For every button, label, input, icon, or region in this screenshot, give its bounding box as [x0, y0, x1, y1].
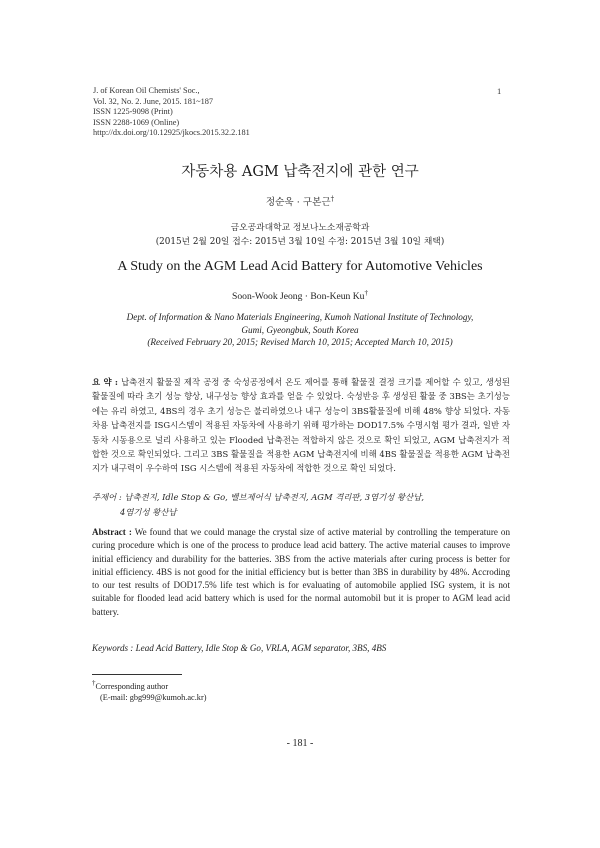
dates-english: (Received February 20, 2015; Revised March 10, 2015; Accepted March 10, 2015)	[147, 337, 453, 347]
abstract-korean-text: 납축전지 활물질 제작 공정 중 숙성공정에서 온도 제어를 통해 활물질 결정 크기를 제어할 수 있고, 생성된 활물질에 따라 초기 성능 향상, 내구성능 향상 효과를 얻을 수 있었다. 숙성반응 후 생성된 활물 중 3BS는 초기성능에는 유리 하였고, 4BS의 경우 초기 성능은 불리하였으나 내구 성능이 3BS활물질에 비해 48% 향상 되었다. 자동차용 납축전지를 ISG시스템이 적용된 자동차에 사용하기 위해 평가하는 DOD17.5% 수명시험 평가 결과, 일반 자동차 시동용으로 널리 사용하고 있는 Flooded 납축전는 적합하지 않은 것으로 확인 되었고, AGM 납축전지가 적합한 것으로 확인되었다. 그리고 3BS 활물질을 적용한 AGM 납축전지에 비해 4BS 활물질을 적용한 AGM 납축전지가 내구력이 우수하여 ISG 시스템에 적용된 자동차에 적합한 것으로 확인 되었다.	[92, 377, 510, 474]
affiliation-english	[0, 311, 600, 349]
abstract-english-text: We found that we could manage the crystal size of active material by controlling the temperature on curing procedure which is one of the process to produce lead acid battery. The active material causes to improve initial efficiency and durability for the batteries. 3BS from the active materials after curing process is better for initial efficiency. 4BS is not good for the initial efficiency but is better than 3BS in durability by 48%. Accroding to our test results of DOD17.5% life test which is for evaluating of automobile applied ISG system, it is not suitable for flooded lead acid battery which is used for the normal automobil but it is proper to AGM lead acid battery.	[92, 527, 510, 617]
keywords-korean-line1: 납축전지, Idle Stop & Go, 밸브제어식 납축전지, AGM 격리판, 3염기성 황산납,	[124, 492, 424, 502]
keywords-english	[92, 643, 512, 653]
abstract-english	[92, 526, 510, 619]
title-korean: 자동차용 AGM 납축전지에 관한 연구	[181, 164, 419, 180]
dagger-mark: †	[330, 194, 335, 203]
abstract-korean-label: 요 약 :	[92, 377, 118, 387]
keywords-korean-line2: 4염기성 황산납	[120, 507, 177, 517]
page-number-bottom: - 181 -	[286, 738, 314, 749]
keywords-english-text: Lead Acid Battery, Idle Stop & Go, VRLA, AGM separator, 3BS, 4BS	[135, 643, 387, 653]
page-number-top: 1	[497, 86, 502, 96]
affiliation-korean-dept: 금오공과대학교 정보나노소재공학과	[230, 223, 370, 233]
footnote-dagger: †	[92, 679, 96, 687]
abstract-korean	[92, 375, 510, 476]
affiliation-korean	[0, 221, 600, 249]
footnote-corresponding: Corresponding author	[95, 681, 169, 691]
issn-print: ISSN 1225-9098 (Print)	[93, 107, 173, 117]
issn-online: ISSN 2288-1069 (Online)	[93, 117, 180, 127]
keywords-korean-label: 주제어 :	[92, 492, 122, 502]
journal-name: J. of Korean Oil Chemists' Soc.,	[93, 86, 200, 95]
authors-korean-names: 정순욱 · 구본근	[265, 197, 331, 208]
footnote-divider	[92, 674, 182, 675]
keywords-korean	[92, 490, 512, 520]
footnote-email: (E-mail: gbg999@kumoh.ac.kr)	[100, 692, 207, 702]
title-english: A Study on the AGM Lead Acid Battery for Automotive Vehicles	[117, 259, 483, 274]
dagger-mark-en: †	[364, 289, 368, 297]
keywords-english-label: Keywords :	[92, 643, 134, 653]
affiliation-english-line2: Gumi, Gyeongbuk, South Korea	[241, 324, 359, 335]
authors-english	[0, 289, 600, 302]
footnote-line1	[92, 678, 207, 692]
abstract-english-label: Abstract :	[92, 527, 132, 537]
authors-english-names: Soon-Wook Jeong · Bon-Keun Ku	[232, 291, 365, 303]
authors-korean	[0, 194, 600, 208]
doi-link[interactable]: http://dx.doi.org/10.12925/jkocs.2015.32.2.181	[93, 128, 250, 138]
footnote	[92, 678, 207, 703]
journal-volume: Vol. 32, No. 2. June, 2015. 181~187	[93, 96, 214, 106]
affiliation-english-line1: Dept. of Information & Nano Materials Engineering, Kumoh National Institute of Technology,	[126, 312, 474, 322]
dates-korean: (2015년 2월 20일 접수: 2015년 3월 10일 수정: 2015년 3월 10일 채택)	[155, 237, 445, 247]
journal-header	[93, 86, 250, 139]
